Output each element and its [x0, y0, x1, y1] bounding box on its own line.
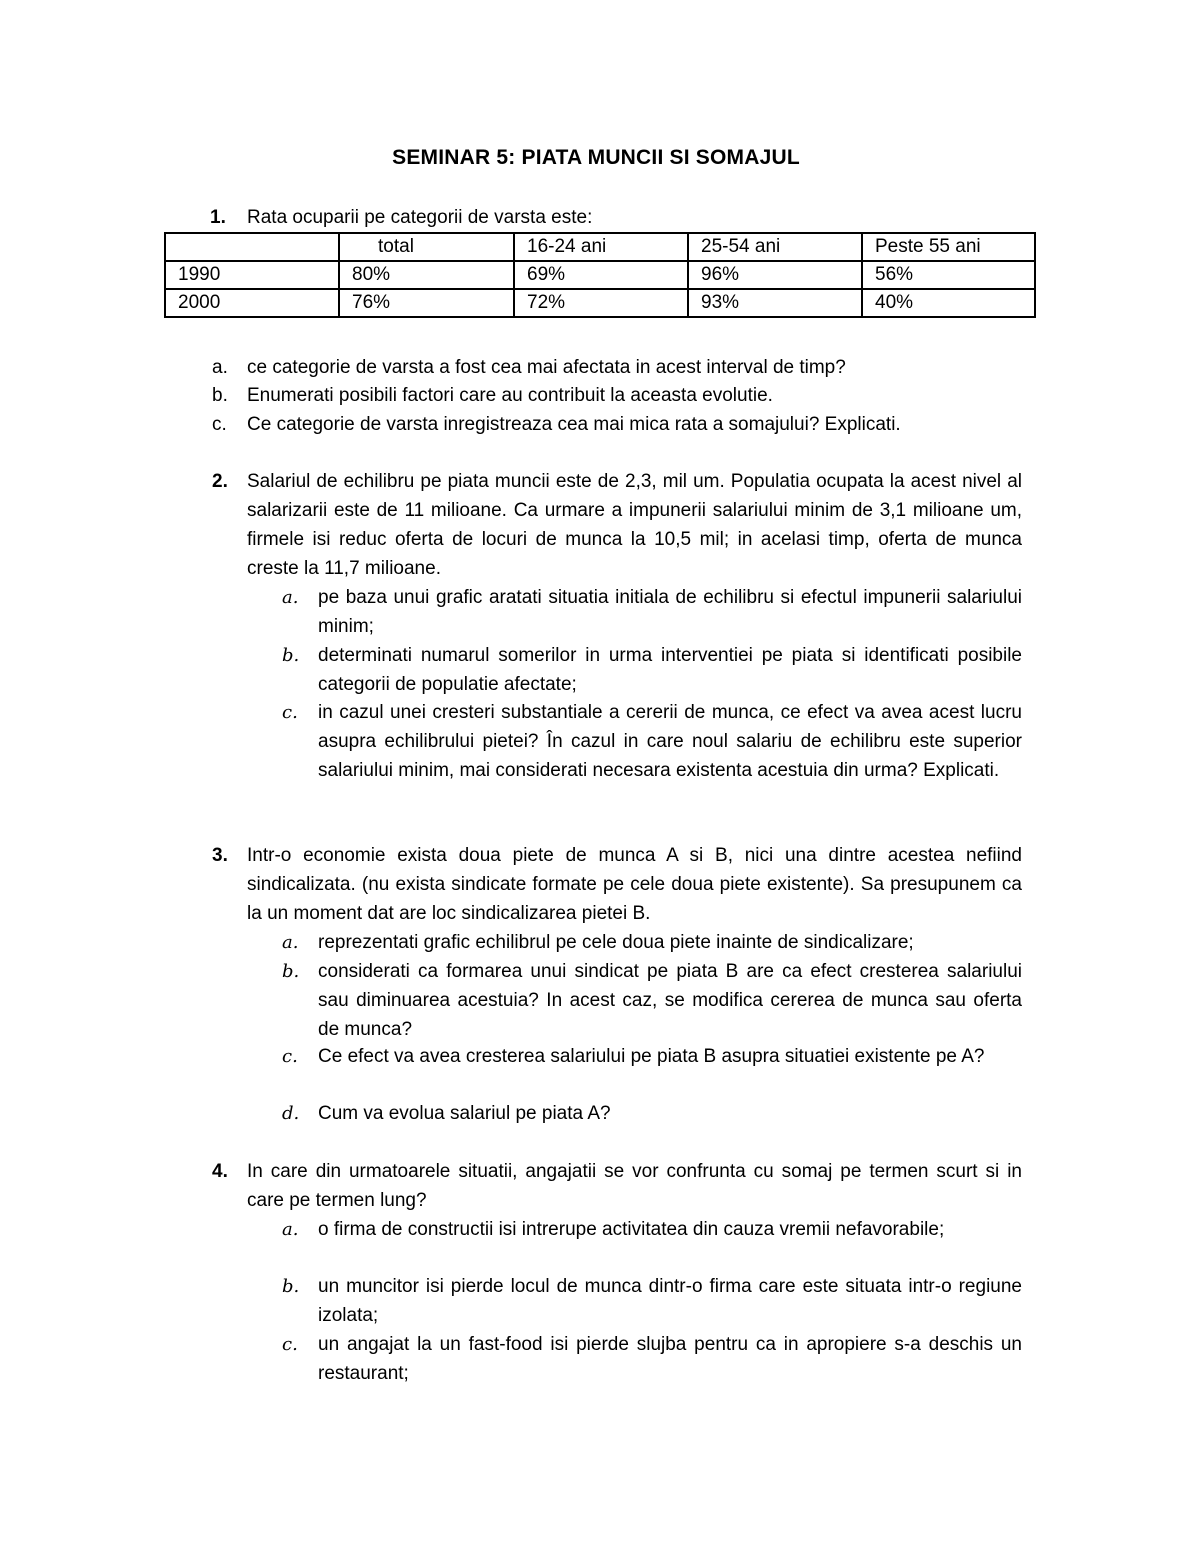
- item-label: d.: [282, 1103, 300, 1124]
- table-cell: 69%: [514, 261, 688, 289]
- table-cell: 96%: [688, 261, 862, 289]
- item-text: determinati numarul somerilor in urma interventiei pe piata si identificati posibile categorii de populatie afectate;: [318, 645, 1022, 695]
- item-text: o firma de constructii isi intrerupe activitatea din cauza vremii nefavorabile;: [318, 1219, 945, 1240]
- table-cell: 40%: [862, 289, 1035, 317]
- item-label: b.: [282, 645, 300, 666]
- item-text: un muncitor isi pierde locul de munca dintr-o firma care este situata intr-o regiune izolata;: [318, 1276, 1022, 1326]
- table-cell: 1990: [165, 261, 339, 289]
- question-text: Salariul de echilibru pe piata muncii este de 2,3, mil um. Populatia ocupata la acest nivel al salarizarii este de 11 milioane. Ca urmare a impunerii salariului minim de 3,1 milioane um, firmele isi reduc oferta de locuri de munca la 10,5 mil; in acelasi timp, oferta de munca creste la 11,7 milioane.: [247, 471, 1022, 579]
- sub-label: a.: [212, 357, 228, 378]
- table-row: [165, 261, 1035, 289]
- item-text: pe baza unui grafic aratati situatia initiala de echilibru si efectul impunerii salariului minim;: [318, 587, 1022, 637]
- table-row: [165, 289, 1035, 317]
- question-number: 2.: [212, 471, 228, 492]
- sub-label: c.: [212, 414, 227, 435]
- table-cell: 80%: [339, 261, 514, 289]
- question-number: 1.: [210, 207, 226, 228]
- table-header-cell: total: [339, 233, 514, 261]
- sub-label: b.: [212, 385, 228, 406]
- item-text: in cazul unei cresteri substantiale a cererii de munca, ce efect va avea acest lucru asupra echilibrului pietei? În cazul in care noul salariu de echilibru este superior salariului minim, mai considerati necesara existenta acestuia din urma? Explicati.: [318, 702, 1022, 781]
- table-cell: 76%: [339, 289, 514, 317]
- item-label: c.: [282, 1046, 298, 1067]
- question-number: 3.: [212, 845, 228, 866]
- item-text: un angajat la un fast-food isi pierde slujba pentru ca in apropiere s-a deschis un restaurant;: [318, 1334, 1022, 1384]
- sub-text: Ce categorie de varsta inregistreaza cea mai mica rata a somajului? Explicati.: [247, 414, 901, 435]
- page-title: SEMINAR 5: PIATA MUNCII SI SOMAJUL: [392, 146, 800, 169]
- sub-text: ce categorie de varsta a fost cea mai afectata in acest interval de timp?: [247, 357, 846, 378]
- item-label: c.: [282, 1334, 298, 1355]
- item-label: a.: [282, 932, 299, 953]
- item-label: b.: [282, 961, 300, 982]
- question-3-item-b: [282, 957, 1022, 1044]
- table-cell: 2000: [165, 289, 339, 317]
- question-2: [212, 467, 1022, 583]
- table-header-cell: Peste 55 ani: [862, 233, 1035, 261]
- question-4: [212, 1157, 1022, 1215]
- question-number: 4.: [212, 1161, 228, 1182]
- table-cell: 93%: [688, 289, 862, 317]
- table-header-row: [165, 233, 1035, 261]
- table-cell: 72%: [514, 289, 688, 317]
- item-label: b.: [282, 1276, 300, 1297]
- question-text: Intr-o economie exista doua piete de munca A si B, nici una dintre acestea nefiind sindicalizata. (nu exista sindicate formate pe cele doua piete existente). Sa presupunem ca la un moment dat are loc sindicalizarea pietei B.: [247, 845, 1022, 924]
- table-header-cell: [165, 233, 339, 261]
- table-cell: 56%: [862, 261, 1035, 289]
- question-3: [212, 841, 1022, 928]
- question-3-item-a: [282, 928, 1022, 957]
- item-label: a.: [282, 1219, 299, 1240]
- question-2-item-b: [282, 641, 1022, 699]
- item-text: Ce efect va avea cresterea salariului pe piata B asupra situatiei existente pe A?: [318, 1046, 985, 1067]
- question-3-item-c: [282, 1042, 1022, 1071]
- item-text: Cum va evolua salariul pe piata A?: [318, 1103, 611, 1124]
- question-4-item-b: [282, 1272, 1022, 1330]
- employment-rate-table: [164, 232, 1036, 318]
- item-label: c.: [282, 702, 298, 723]
- question-4-item-c: [282, 1330, 1022, 1388]
- item-text: considerati ca formarea unui sindicat pe piata B are ca efect cresterea salariului sau diminuarea acestuia? In acest caz, se modifica cererea de munca sau oferta de munca?: [318, 961, 1022, 1040]
- sub-text: Enumerati posibili factori care au contribuit la aceasta evolutie.: [247, 385, 773, 406]
- question-text: In care din urmatoarele situatii, angajatii se vor confrunta cu somaj pe termen scurt si in care pe termen lung?: [247, 1161, 1022, 1211]
- question-4-item-a: [282, 1215, 1022, 1244]
- question-3-item-d: [282, 1099, 1022, 1128]
- item-label: a.: [282, 587, 299, 608]
- table-header-cell: 25-54 ani: [688, 233, 862, 261]
- question-text: Rata ocuparii pe categorii de varsta este:: [247, 207, 593, 228]
- question-2-item-a: [282, 583, 1022, 641]
- question-2-item-c: [282, 698, 1022, 785]
- item-text: reprezentati grafic echilibrul pe cele doua piete inainte de sindicalizare;: [318, 932, 914, 953]
- table-header-cell: 16-24 ani: [514, 233, 688, 261]
